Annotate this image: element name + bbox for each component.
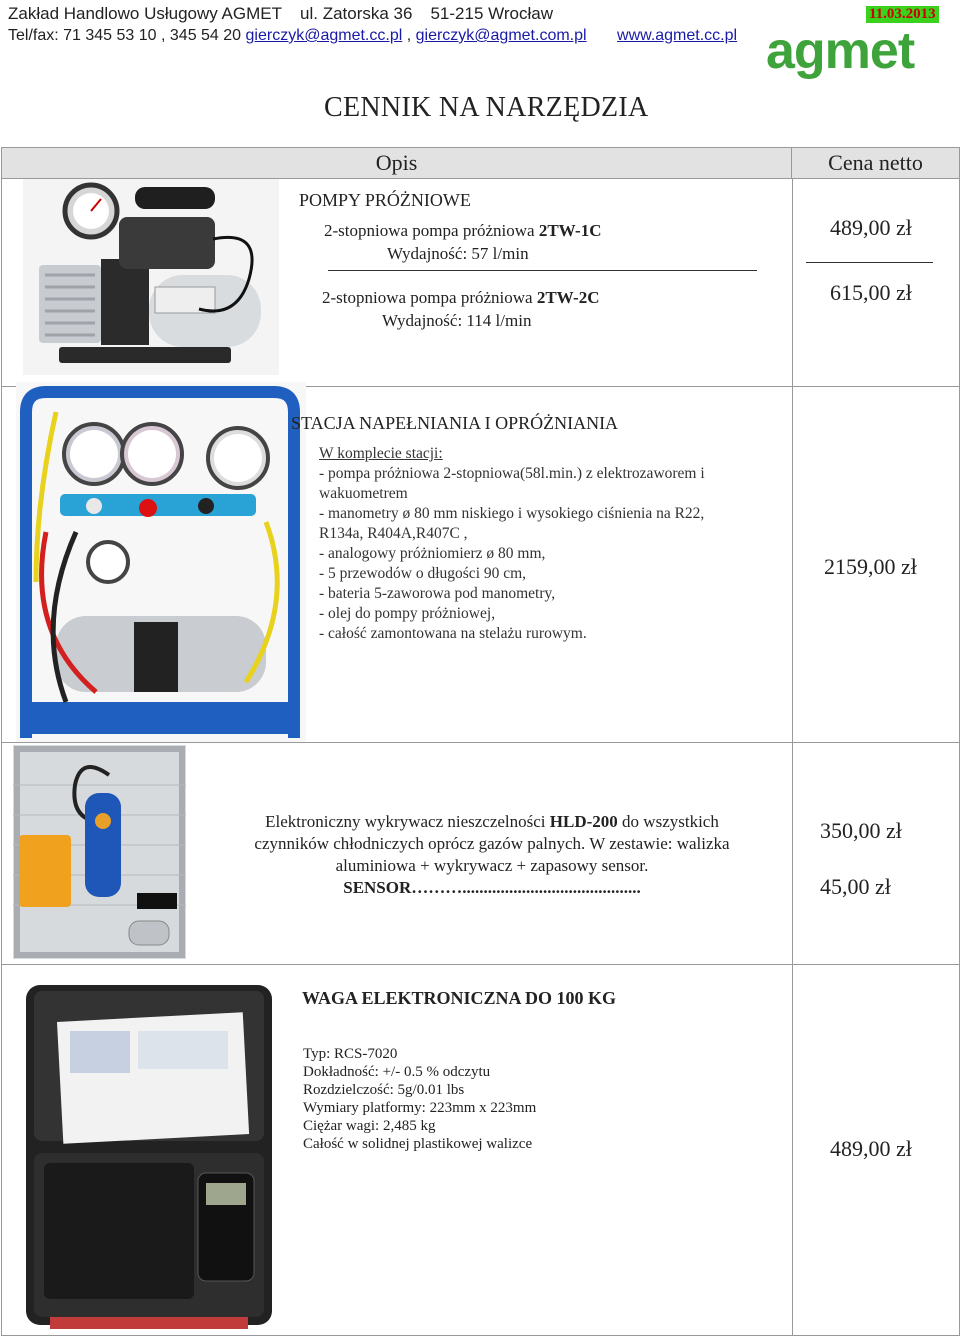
kit-item: wakuometrem [319,485,408,502]
pump-2tw2c-name: 2-stopniowa pompa próżniowa 2TW-2C [322,288,600,307]
kit-item: - pompa próżniowa 2-stopniowa(58l.min.) z elektrozaworem i [319,465,705,482]
company-street: ul. Zatorska 36 [300,4,413,23]
pump-2tw1c-name: 2-stopniowa pompa próżniowa 2TW-1C [324,221,602,240]
phone-fax: Tel/fax: 71 345 53 10 , 345 54 20 [8,27,242,44]
scale-spec: Wymiary platformy: 223mm x 223mm [303,1100,537,1116]
scale-spec-list [303,1045,536,1153]
detector-description: Elektroniczny wykrywacz nieszczelności HLD-200 do wszystkich czynników chłodniczych oprócz gazów palnych. W zestawie: walizka aluminiowa + wykrywacz + zapasowy sensor. SENSOR……….......................................... [192,811,792,899]
pump-2tw2c-performance: Wydajność: 114 l/min [382,311,532,330]
column-divider [792,178,793,1335]
kit-item: - bateria 5-zaworowa pod manometry, [319,585,556,602]
company-header [8,4,571,24]
station-heading: STACJA NAPEŁNIANIA I OPRÓŻNIANIA [291,413,619,433]
price-table [1,147,960,1336]
logo-text: agmet [766,26,915,80]
vacuum-pump-photo [23,179,279,375]
station-kit-list [319,464,705,644]
detector-model: HLD-200 [549,812,618,831]
scale-spec: Rozdzielczość: 5g/0.01 lbs [303,1082,465,1098]
contact-line: Tel/fax: 71 345 53 10 , 345 54 20 gierczyk@agmet.cc.pl , gierczyk@agmet.com.pl www.agmet.cc.pl [8,27,738,44]
electronic-scale-photo [20,977,278,1331]
pumps-heading: POMPY PRÓŻNIOWE [299,190,471,210]
price-list-date: 11.03.2013 [866,6,939,23]
kit-item: R134a, R404A,R407C , [319,525,468,542]
station-kit-label: W komplecie stacji: [319,445,443,462]
kit-item: - analogowy próżniomierz ø 80 mm, [319,545,546,562]
kit-item: - całość zamontowana na stelażu rurowym. [319,625,587,642]
price-separator [806,262,933,263]
station-price: 2159,00 zł [824,554,917,579]
agmet-logo [764,26,948,82]
row-divider [2,964,959,965]
column-header-net-price: Cena netto [792,148,959,179]
company-name: Zakład Handlowo Usługowy AGMET [8,4,283,23]
scale-heading: WAGA ELEKTRONICZNA DO 100 KG [302,988,617,1008]
pump-2tw2c-model: 2TW-2C [536,288,600,307]
leak-detector-photo [13,745,186,959]
detector-price: 350,00 zł [820,818,902,843]
sensor-line: SENSOR……….......................................... [343,878,641,897]
column-header-description: Opis [2,148,792,179]
scale-price: 489,00 zł [830,1136,912,1161]
sensor-price: 45,00 zł [820,874,891,899]
kit-item: - manometry ø 80 mm niskiego i wysokiego ciśnienia na R22, [319,505,705,522]
kit-item: - olej do pompy próżniowej, [319,605,496,622]
scale-spec: Całość w solidnej plastikowej walizce [303,1136,533,1152]
email-link-1[interactable]: gierczyk@agmet.cc.pl [245,27,403,44]
scale-spec: Typ: RCS-7020 [303,1046,398,1062]
kit-item: - 5 przewodów o długości 90 cm, [319,565,527,582]
row-divider [2,742,959,743]
pump-2tw1c-price: 489,00 zł [830,215,912,240]
pump-2tw2c-price: 615,00 zł [830,280,912,305]
scale-spec: Ciężar wagi: 2,485 kg [303,1118,436,1134]
email-link-2[interactable]: gierczyk@agmet.com.pl [415,27,587,44]
company-city: 51-215 Wrocław [430,4,553,23]
document-title: CENNIK NA NARZĘDZIA [324,92,649,123]
filling-station-photo [16,382,306,742]
website-link[interactable]: www.agmet.cc.pl [617,27,738,44]
pump-2tw1c-model: 2TW-1C [538,221,602,240]
scale-spec: Dokładność: +/- 0.5 % odczytu [303,1064,491,1080]
pumps-separator [328,270,757,271]
pump-2tw1c-performance: Wydajność: 57 l/min [387,244,529,263]
